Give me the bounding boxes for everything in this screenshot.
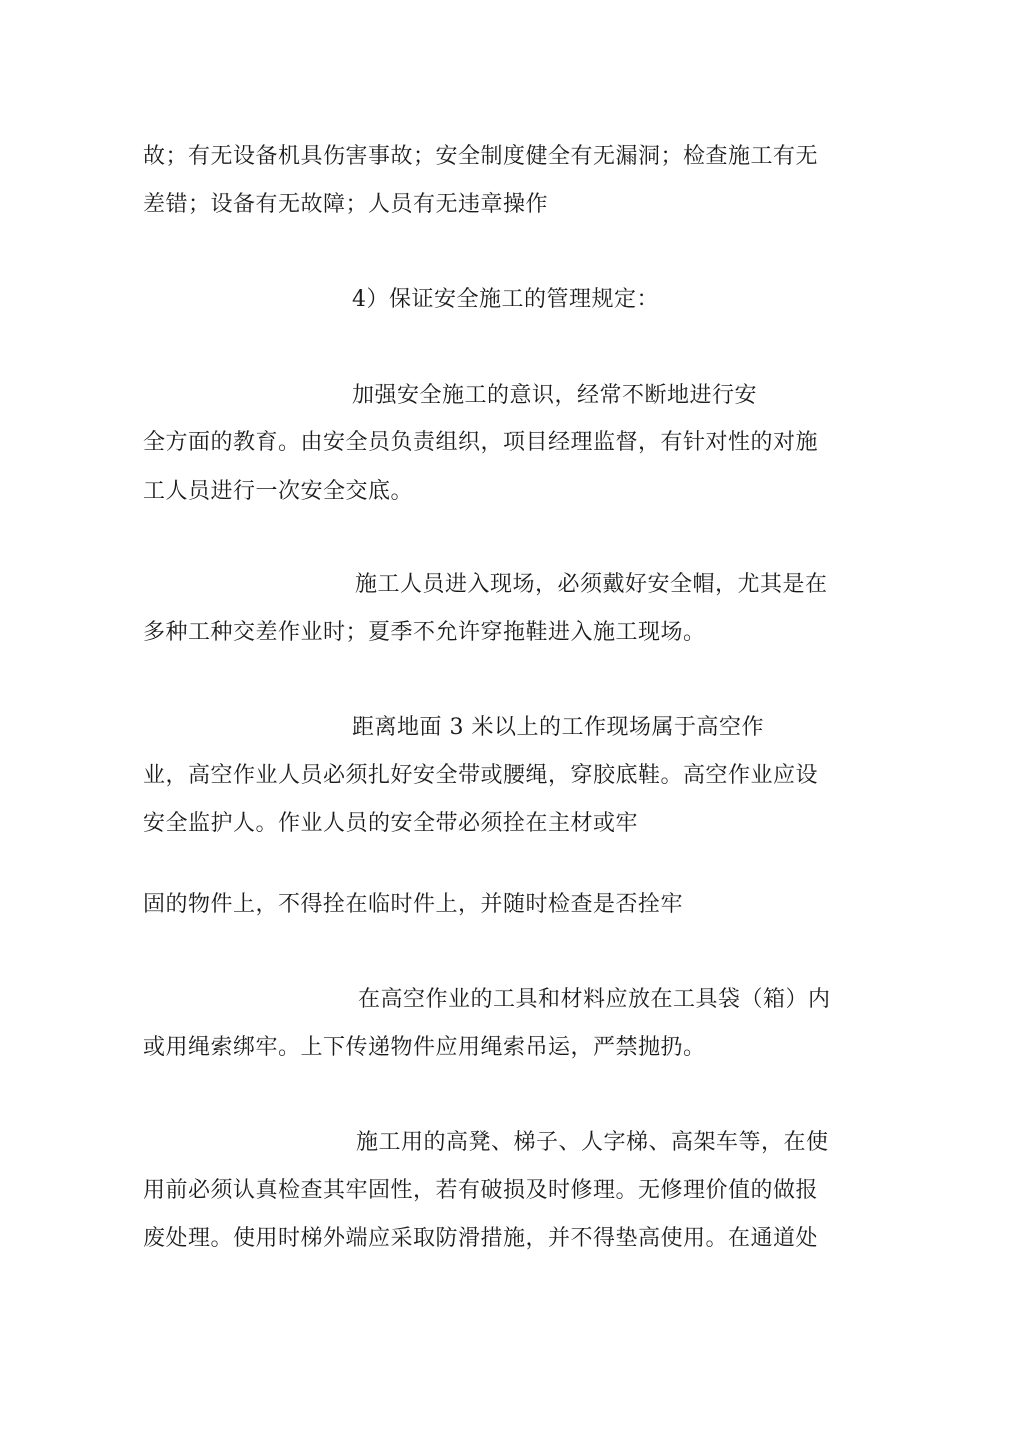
text-line: 施工用的高凳、梯子、人字梯、高架车等，在使 <box>356 1130 829 1155</box>
section-heading: 4）保证安全施工的管理规定： <box>352 287 659 312</box>
text-line: 工人员进行一次安全交底。 <box>143 479 414 504</box>
text-line: 距离地面 3 米以上的工作现场属于高空作 <box>352 715 764 740</box>
text-line: 全方面的教育。由安全员负责组织，项目经理监督，有针对性的对施 <box>143 430 819 455</box>
text-line: 差错；设备有无故障；人员有无违章操作 <box>143 192 549 217</box>
text-line: 故；有无设备机具伤害事故；安全制度健全有无漏洞；检查施工有无 <box>143 144 819 169</box>
text-line: 废处理。使用时梯外端应采取防滑措施，并不得垫高使用。在通道处 <box>143 1226 819 1251</box>
text-line: 业，高空作业人员必须扎好安全带或腰绳，穿胶底鞋。高空作业应设 <box>143 763 819 788</box>
text-line: 多种工种交差作业时；夏季不允许穿拖鞋进入施工现场。 <box>143 620 706 645</box>
text-line: 或用绳索绑牢。上下传递物件应用绳索吊运，严禁抛扔。 <box>143 1035 706 1060</box>
text-line: 安全监护人。作业人员的安全带必须拴在主材或牢 <box>143 811 639 836</box>
text-line: 在高空作业的工具和材料应放在工具袋（箱）内 <box>358 987 831 1012</box>
text-line: 加强安全施工的意识，经常不断地进行安 <box>352 383 758 408</box>
text-line: 施工人员进入现场，必须戴好安全帽，尤其是在 <box>355 572 828 597</box>
text-line: 用前必须认真检查其牢固性，若有破损及时修理。无修理价值的做报 <box>143 1178 819 1203</box>
text-line: 固的物件上，不得拴在临时件上，并随时检查是否拴牢 <box>143 892 684 917</box>
